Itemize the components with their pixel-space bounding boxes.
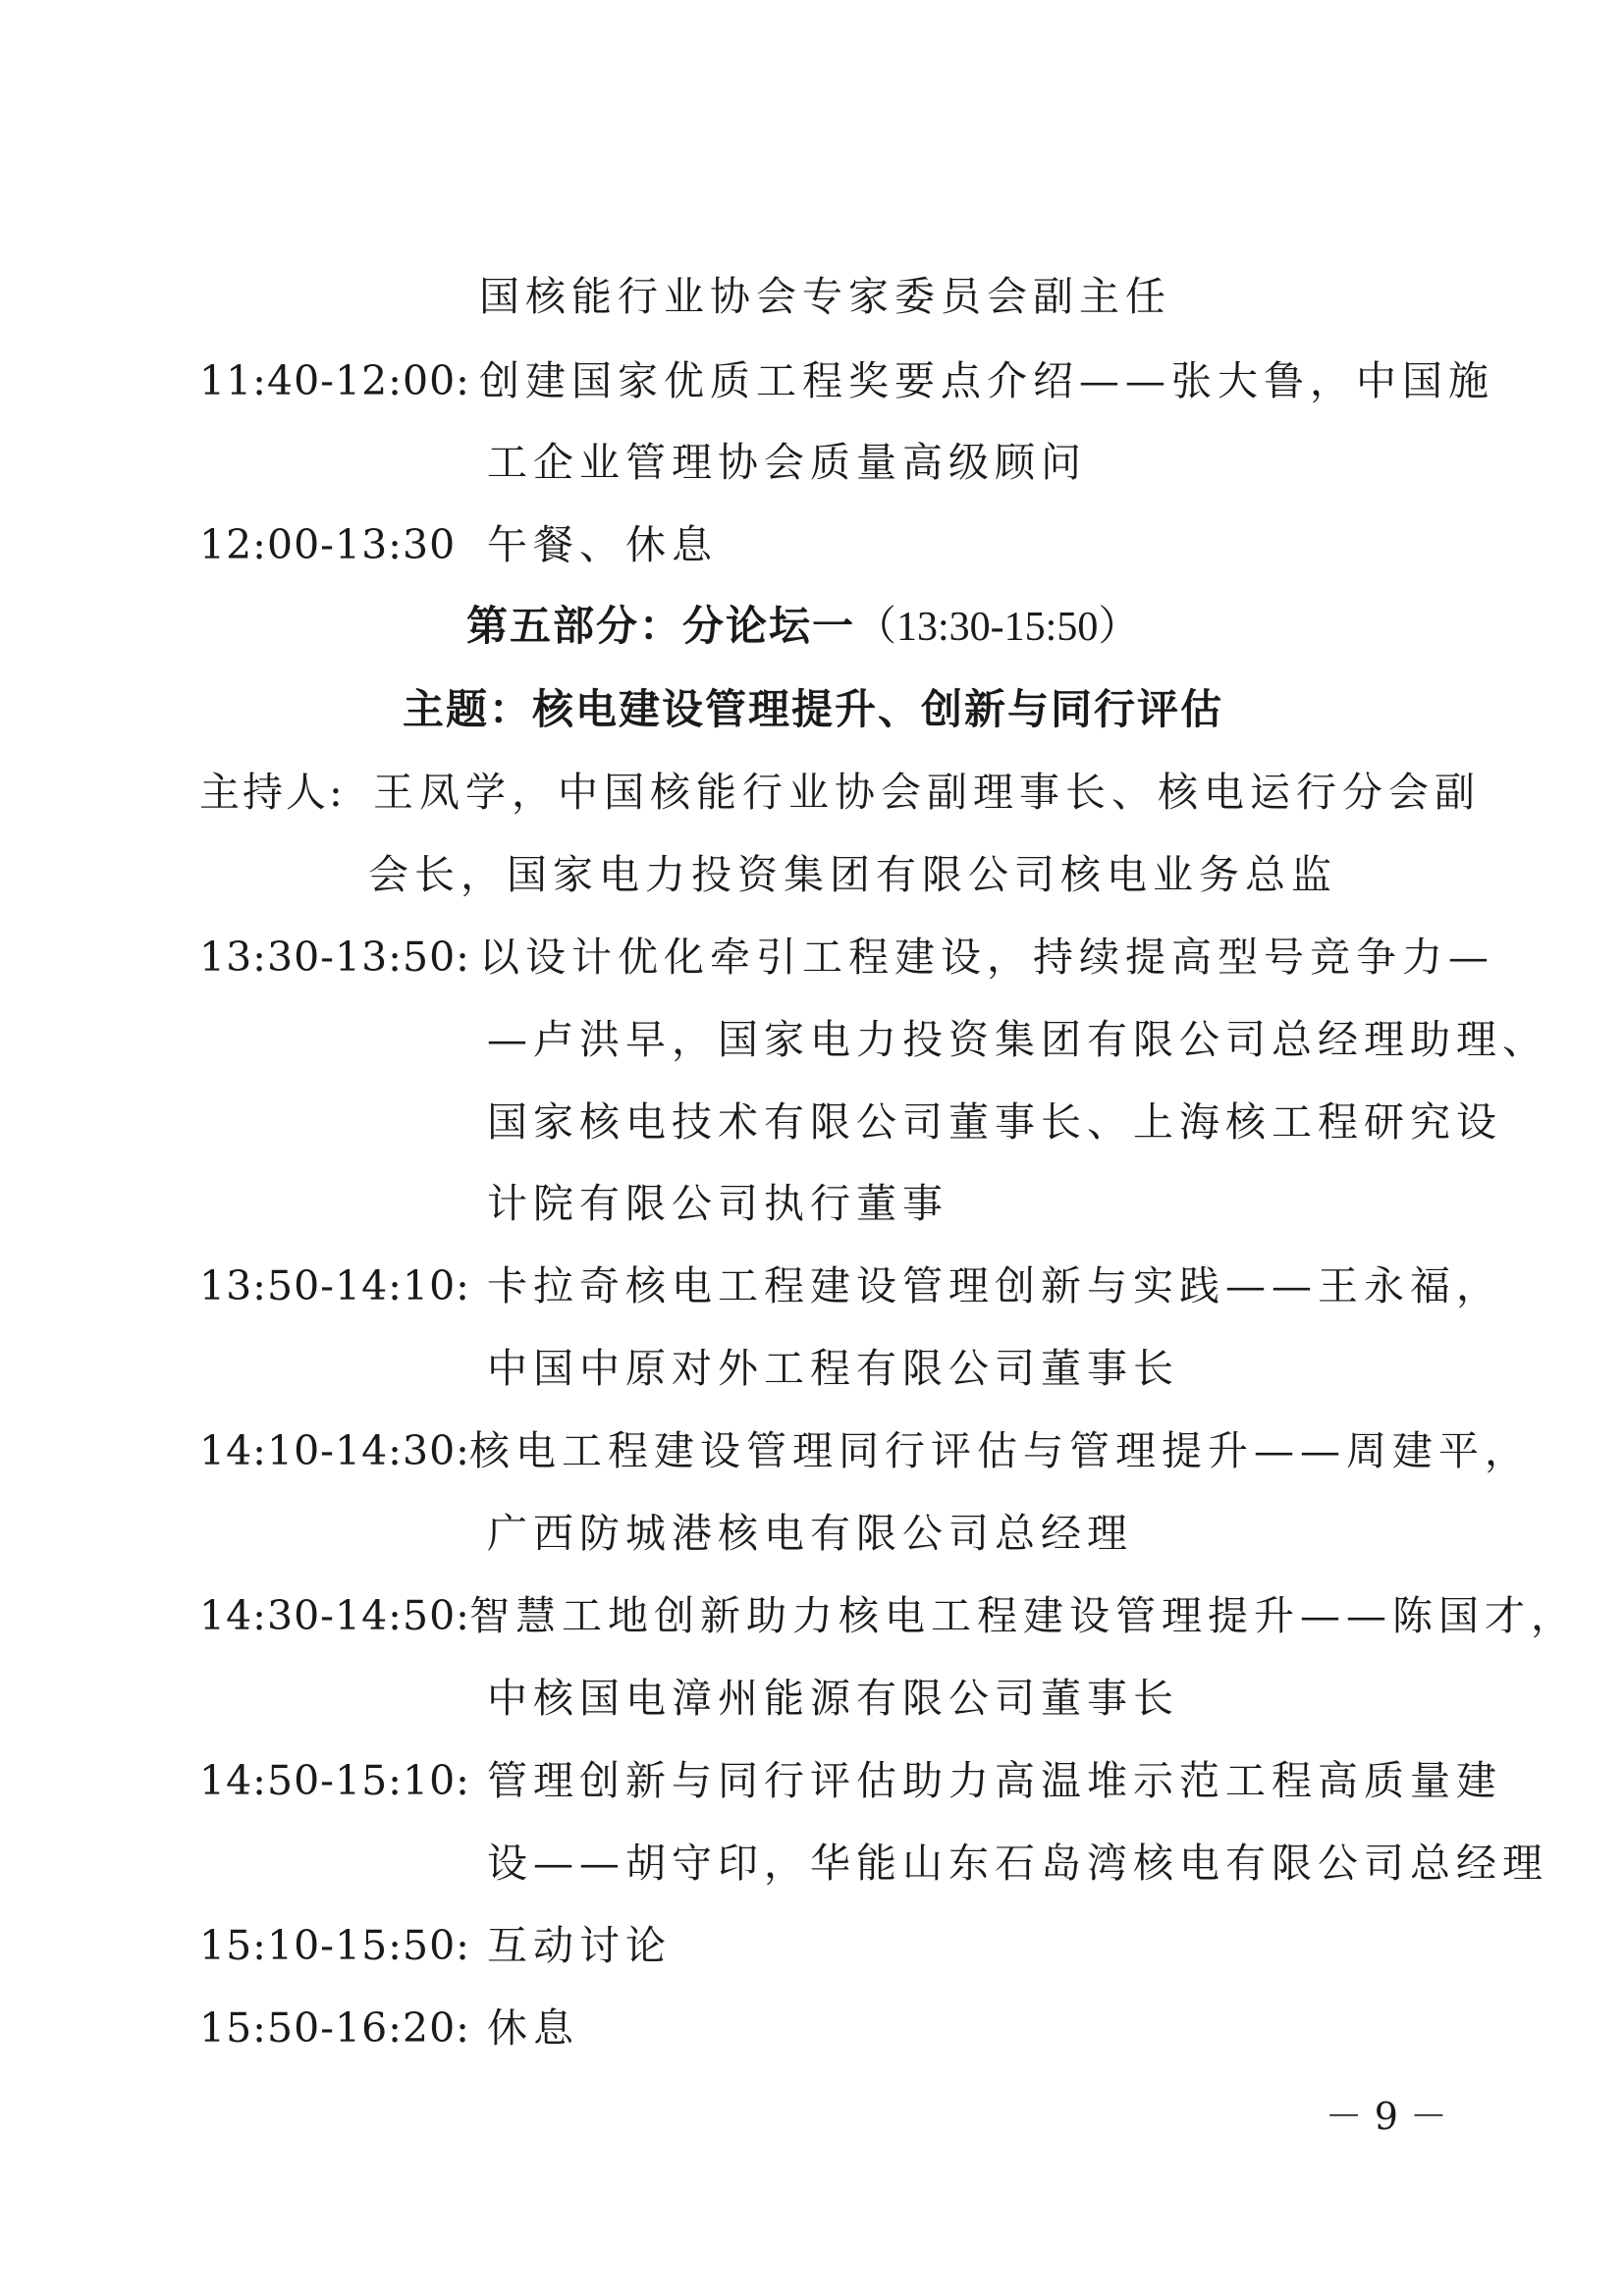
host-text: 王凤学，中国核能行业协会副理事长、核电运行分会副: [373, 769, 1481, 816]
agenda-time: 11:40-12:00:: [199, 357, 470, 404]
agenda-item-text: 智慧工地创新助力核电工程建设管理提升——陈国才，: [469, 1592, 1577, 1639]
agenda-time: 15:50-16:20:: [199, 2004, 470, 2052]
agenda-time: 13:50-14:10:: [199, 1262, 470, 1309]
agenda-item-text: 互动讨论: [487, 1922, 672, 1969]
host-text-cont: 会长，国家电力投资集团有限公司核电业务总监: [368, 851, 1337, 898]
section-theme: 主题：核电建设管理提升、创新与同行评估: [403, 685, 1224, 733]
agenda-item-text-cont: 中国中原对外工程有限公司董事长: [487, 1345, 1179, 1392]
agenda-time: 13:30-13:50:: [199, 934, 470, 981]
section-heading-time-range: （13:30-15:50）: [855, 605, 1140, 650]
agenda-item-text: 创建国家优质工程奖要点介绍——张大鲁，中国施: [479, 357, 1494, 404]
agenda-line-continued: 国核能行业协会专家委员会副主任: [479, 273, 1171, 320]
section-heading: [466, 601, 1139, 653]
section-heading-title: 第五部分：分论坛一: [466, 602, 856, 650]
agenda-item-text-cont: 计院有限公司执行董事: [487, 1180, 948, 1227]
page-number-text: － 9 －: [1325, 2095, 1447, 2138]
agenda-time: 14:50-15:10:: [199, 1757, 470, 1804]
agenda-item-text-cont: 中核国电漳州能源有限公司董事长: [487, 1675, 1179, 1722]
host-label: 主持人:: [199, 769, 346, 816]
agenda-item-text-cont: 设——胡守印，华能山东石岛湾核电有限公司总经理: [487, 1840, 1548, 1887]
agenda-item-text: 午餐、休息: [487, 521, 718, 568]
agenda-time: 14:10-14:30:: [199, 1427, 470, 1474]
agenda-item-text-cont: —卢洪早，国家电力投资集团有限公司总经理助理、: [487, 1016, 1548, 1063]
agenda-item-text: 核电工程建设管理同行评估与管理提升——周建平，: [469, 1427, 1531, 1474]
page-number: [0, 2094, 1624, 2139]
agenda-time: 14:30-14:50:: [199, 1592, 470, 1639]
agenda-item-text-cont: 广西防城港核电有限公司总经理: [487, 1510, 1133, 1557]
agenda-item-text-cont: 工企业管理协会质量高级顾问: [487, 439, 1087, 486]
agenda-item-text: 以设计优化牵引工程建设，持续提高型号竞争力—: [479, 934, 1494, 981]
agenda-time: 12:00-13:30: [199, 521, 457, 568]
agenda-time: 15:10-15:50:: [199, 1922, 470, 1969]
agenda-item-text: 卡拉奇核电工程建设管理创新与实践——王永福，: [487, 1262, 1502, 1309]
agenda-item-text: 管理创新与同行评估助力高温堆示范工程高质量建: [487, 1757, 1502, 1804]
agenda-item-text-cont: 国家核电技术有限公司董事长、上海核工程研究设: [487, 1098, 1502, 1146]
agenda-item-text: 休息: [487, 2004, 579, 2052]
